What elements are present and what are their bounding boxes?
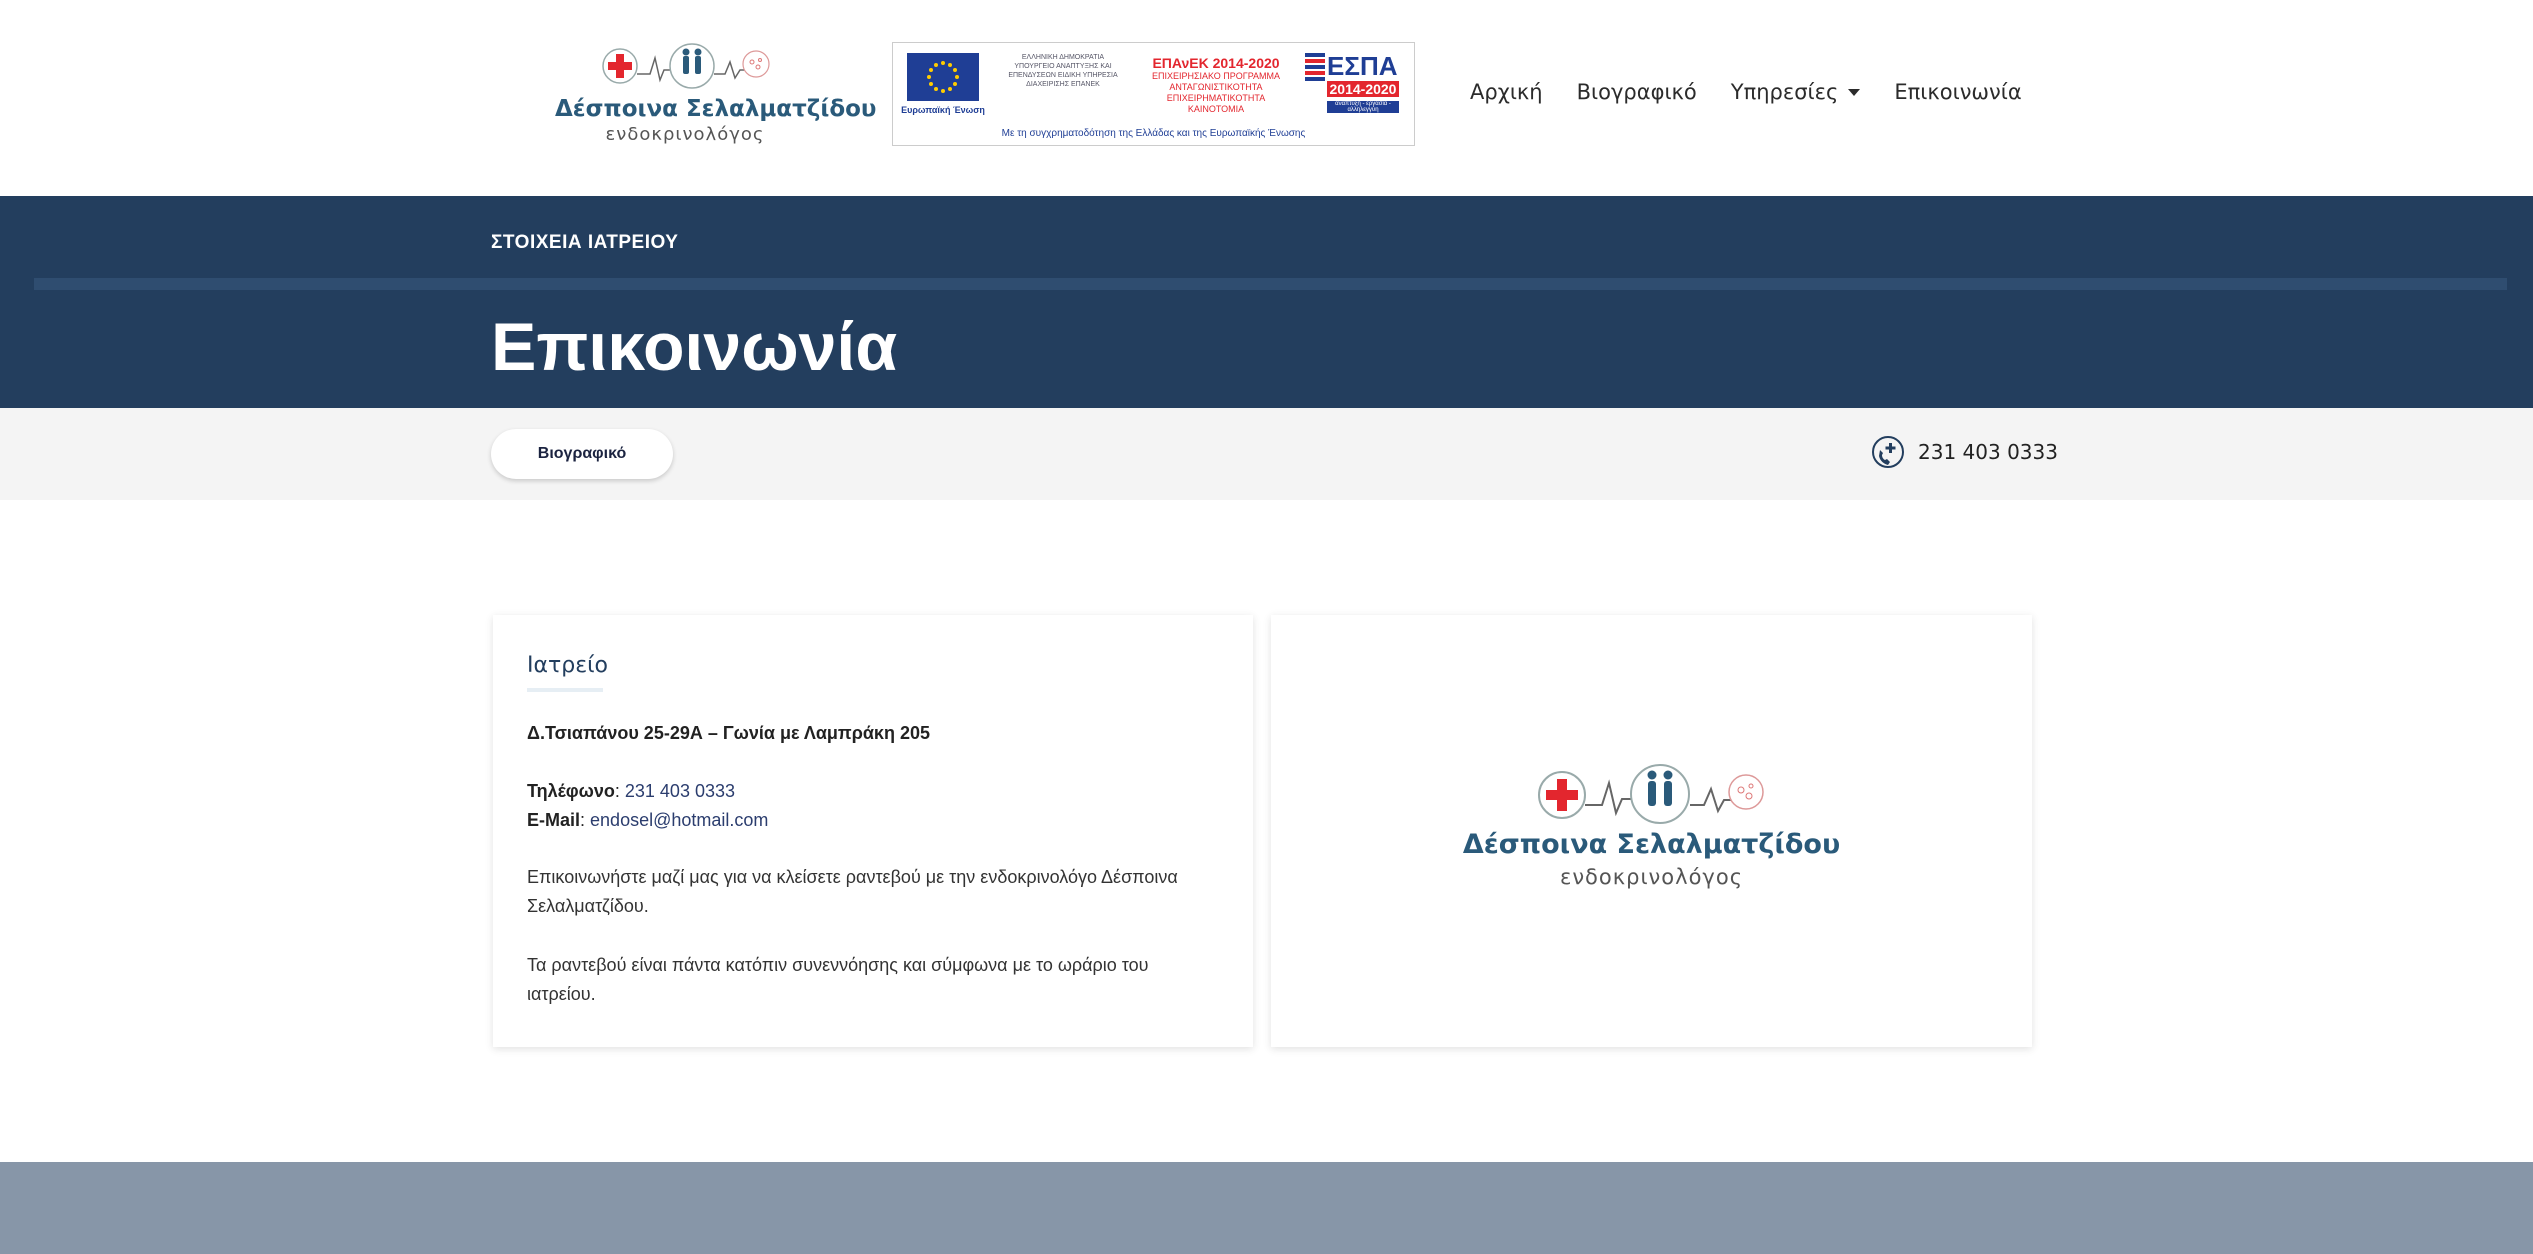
office-email-link[interactable]: endosel@hotmail.com	[590, 810, 769, 830]
epanek-subtitle: ΕΠΙΧΕΙΡΗΣΙΑΚΟ ΠΡΟΓΡΑΜΜΑ ΑΝΤΑΓΩΝΙΣΤΙΚΟΤΗΤΑ ΕΠΙΧΕΙΡΗΜΑΤΙΚΟΤΗΤΑ ΚΑΙΝΟΤΟΜΙΑ	[1151, 71, 1281, 114]
site-logo[interactable]	[555, 36, 877, 151]
office-phone-line: Τηλέφωνο: 231 403 0333	[527, 781, 735, 801]
logo-specialty: ενδοκρινολόγος	[605, 124, 765, 145]
bio-button[interactable]: Βιογραφικό	[491, 429, 673, 479]
logo-name: Δέσποινα Σελαλματζίδου	[555, 96, 877, 122]
page-eyebrow: ΣΤΟΙΧΕΙΑ ΙΑΤΡΕΙΟΥ	[491, 232, 679, 253]
office-email-line: E-Mail: endosel@hotmail.com	[527, 810, 769, 830]
page-title: Επικοινωνία	[491, 309, 898, 385]
phone-number: 231 403 0333	[1918, 440, 2058, 464]
site-header	[0, 0, 2533, 196]
espa-years: 2014-2020	[1327, 81, 1399, 97]
nav-bio[interactable]	[1577, 80, 1697, 104]
site-footer	[0, 1162, 2533, 1254]
logo-card	[1271, 615, 2032, 1047]
phone-link[interactable]	[1870, 434, 2058, 470]
eu-flag-icon	[907, 53, 979, 101]
logo-graphic-icon	[600, 36, 770, 96]
office-address: Δ.Τσιαπάνου 25-29Α – Γωνία με Λαμπράκη 205	[527, 723, 930, 743]
band-divider	[34, 278, 2507, 290]
nav-bio-label: Βιογραφικό	[1576, 80, 1697, 104]
phone-plus-icon	[1870, 434, 1906, 470]
nav-home[interactable]	[1470, 80, 1543, 104]
office-heading: Ιατρείο	[527, 653, 608, 678]
nav-services-label: Υπηρεσίες	[1730, 80, 1839, 104]
funding-banner[interactable]	[892, 42, 1415, 146]
espa-slogan: ανάπτυξη - εργασία - αλληλεγγύη	[1327, 101, 1399, 113]
funding-caption: Με τη συγχρηματοδότηση της Ελλάδας και της Ευρωπαϊκής Ένωσης	[1001, 128, 1306, 139]
ministry-text: ΕΛΛΗΝΙΚΗ ΔΗΜΟΚΡΑΤΙΑ ΥΠΟΥΡΓΕΙΟ ΑΝΑΠΤΥΞΗΣ ΚΑΙ ΕΠΕΝΔΥΣΕΩΝ ΕΙΔΙΚΗ ΥΠΗΡΕΣΙΑ ΔΙΑΧΕΙΡΙΣΗΣ ΕΠΑΝΕΚ	[1008, 54, 1118, 88]
page-title-band	[0, 196, 2533, 408]
heading-underline	[527, 688, 603, 692]
contact-paragraph: Επικοινωνήστε μαζί μας για να κλείσετε ραντεβού με την ενδοκρινολόγο Δέσποινα Σελαλματζίδου.	[527, 867, 1178, 916]
espa-stripes-icon	[1305, 53, 1325, 83]
email-label: E-Mail	[527, 810, 581, 830]
eu-caption: Ευρωπαϊκή Ένωση	[901, 105, 985, 115]
logo-graphic-icon	[1536, 755, 1766, 833]
appointment-paragraph: Τα ραντεβού είναι πάντα κατόπιν συνεννόησης και σύμφωνα με το ωράριο του ιατρείου.	[527, 955, 1149, 1004]
espa-logo	[1303, 51, 1403, 115]
espa-label: ΕΣΠΑ	[1327, 51, 1398, 81]
nav-contact[interactable]	[1894, 80, 2021, 104]
phone-label: Τηλέφωνο	[527, 781, 615, 801]
nav-contact-label: Επικοινωνία	[1894, 80, 2022, 104]
epanek-logo	[1141, 55, 1291, 115]
epanek-title: ΕΠΑνΕΚ 2014-2020	[1152, 55, 1280, 71]
chevron-down-icon	[1848, 89, 1860, 96]
nav-services[interactable]	[1731, 80, 1861, 104]
logo-name: Δέσποινα Σελαλματζίδου	[1462, 829, 1841, 860]
logo-specialty: ενδοκρινολόγος	[1559, 865, 1744, 889]
main-nav	[1470, 80, 2022, 104]
sub-bar	[0, 408, 2533, 500]
office-info-card	[493, 615, 1253, 1047]
office-phone-link[interactable]: 231 403 0333	[624, 781, 735, 801]
nav-home-label: Αρχική	[1470, 80, 1543, 104]
